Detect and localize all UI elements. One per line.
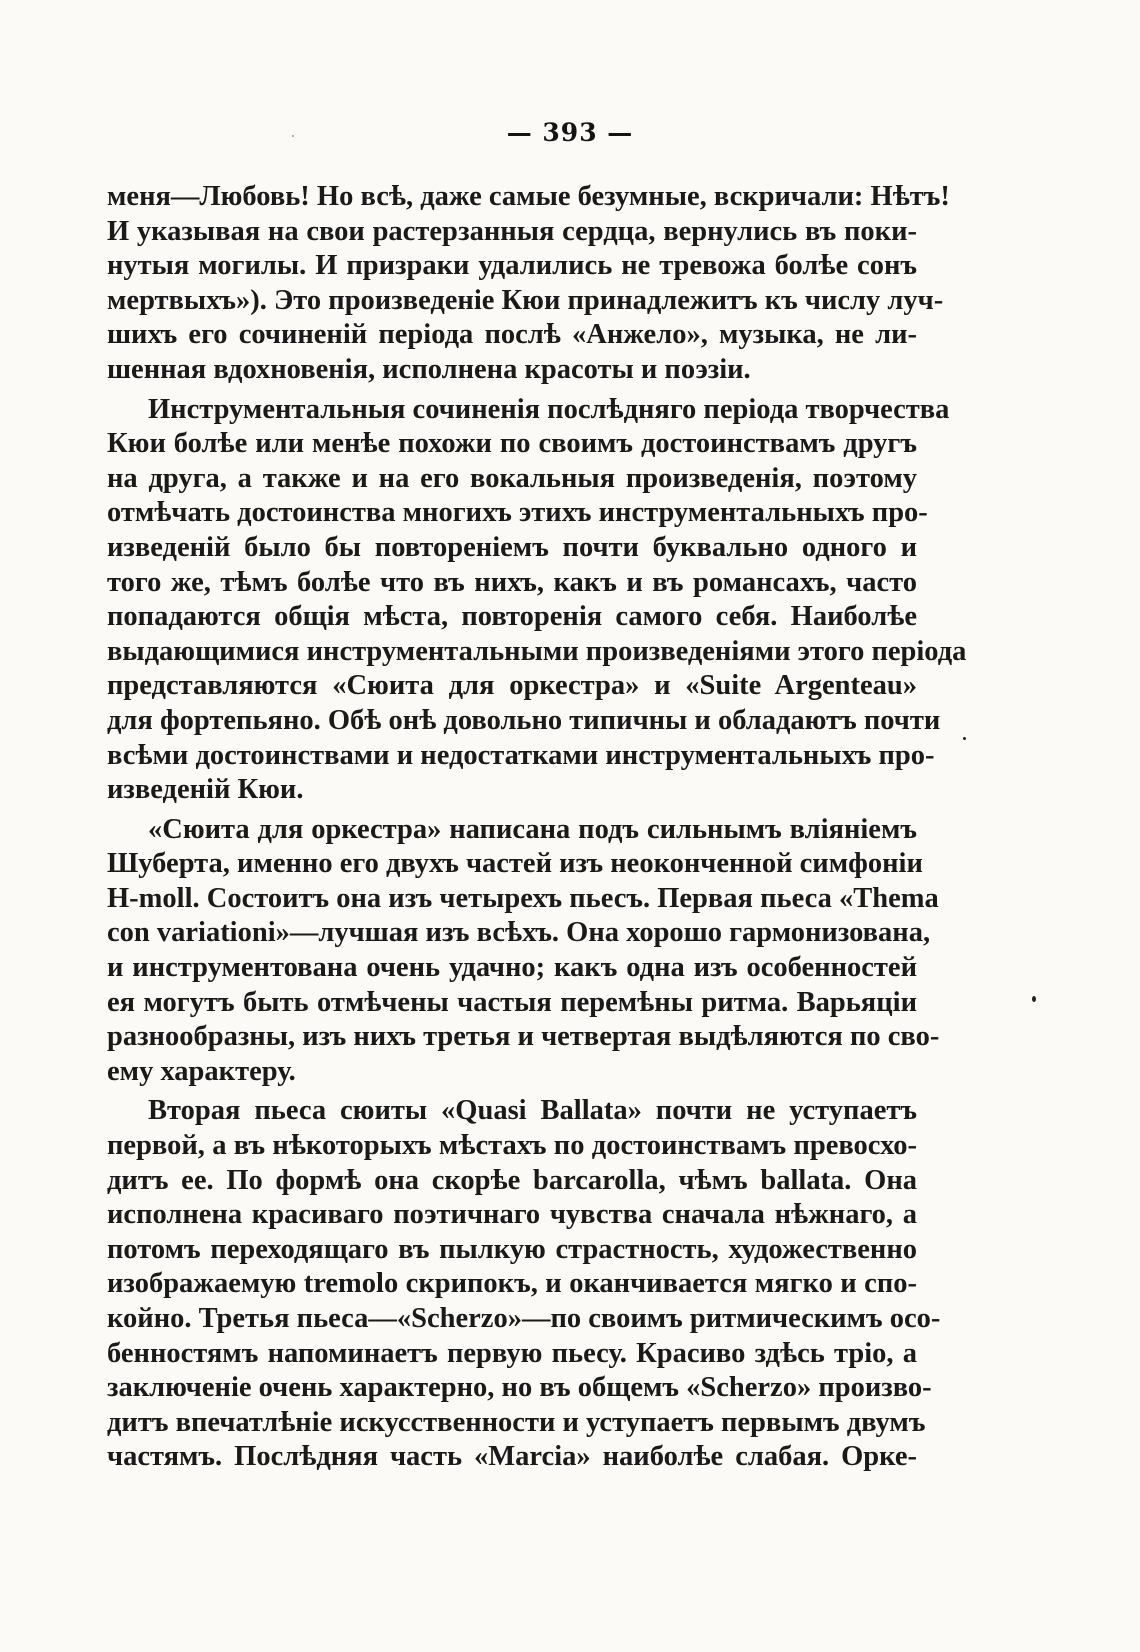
text-line: H-moll. Состоитъ она изъ четырехъ пьесъ. Первая пьеса «Thema [107, 882, 939, 914]
paragraph [107, 393, 967, 808]
text-line: con variationi»—лучшая изъ всѣхъ. Она хорошо гармонизована, [107, 917, 931, 949]
text-line: Вторая пьеса сюиты «Quasi Ballata» почти не уступаетъ [148, 1095, 917, 1127]
text-line: частямъ. Послѣдняя часть «Marcia» наиболѣе слабая. Орке- [107, 1441, 917, 1473]
text-line: попадаются общія мѣста, повторенія самого себя. Наиболѣе [107, 601, 917, 633]
text-line: всѣми достоинствами и недостатками инструментальныхъ про- [107, 739, 935, 771]
text-line: и инструментована очень удачно; какъ одна изъ особенностей [107, 952, 917, 984]
text-line: для фортепьяно. Обѣ онѣ довольно типичны и обладаютъ почти [107, 704, 941, 736]
text-line: Инструментальныя сочиненія послѣдняго періода творчества [148, 393, 950, 425]
text-line: на друга, а также и на его вокальныя произведенія, поэтому [107, 462, 917, 494]
text-line: меня—Любовь! Но всѣ, даже самые безумные, вскричали: Нѣтъ! [107, 181, 950, 212]
text-line: нутыя могилы. И призраки удалились не тревожа болѣе сонъ [107, 250, 917, 282]
text-line: изведеній Кюи. [107, 774, 304, 806]
page-number: — 393 — [506, 118, 634, 147]
body-text [107, 180, 967, 1475]
paragraph [107, 813, 940, 1090]
text-line: шихъ его сочиненій періода послѣ «Анжело», музыка, не ли- [107, 319, 917, 351]
scan-speck [963, 737, 966, 740]
scan-speck [292, 135, 294, 137]
text-line: мертвыхъ»). Это произведеніе Кюи принадлежитъ къ числу луч- [107, 284, 944, 316]
text-line: дитъ впечатлѣніе искусственности и уступаетъ первымъ двумъ [107, 1406, 926, 1438]
text-line: койно. Третья пьеса—«Scherzo»—по своимъ ритмическимъ осо- [107, 1303, 941, 1334]
paragraph [107, 180, 950, 388]
text-line: дитъ ее. По формѣ она скорѣе barcarolla, чѣмъ ballata. Она [107, 1164, 917, 1196]
text-line: потомъ переходящаго въ пылкую страстность, художественно [107, 1233, 917, 1265]
text-line: «Сюита для оркестра» написана подъ сильнымъ вліяніемъ [148, 813, 917, 845]
text-line: И указывая на свои растерзанныя сердца, вернулись въ поки- [107, 215, 917, 247]
text-line: изображаемую tremolo скрипокъ, и оканчивается мягко и спо- [107, 1268, 917, 1300]
text-line: выдающимися инструментальными произведеніями этого періода [107, 635, 967, 667]
text-line: представляются «Сюита для оркестра» и «Suite Argenteau» [107, 670, 917, 702]
text-line: бенностямъ напоминаетъ первую пьесу. Красиво здѣсь тріо, а [107, 1337, 917, 1369]
text-line: отмѣчать достоинства многихъ этихъ инструментальныхъ про- [107, 497, 928, 529]
text-line: Шуберта, именно его двухъ частей изъ неоконченной симфоніи [107, 848, 923, 880]
text-line: разнообразны, изъ нихъ третья и четвертая выдѣляются по сво- [107, 1021, 940, 1053]
text-line: изведеній было бы повтореніемъ почти буквально одного и [107, 531, 917, 563]
text-line: первой, а въ нѣкоторыхъ мѣстахъ по достоинствамъ превосхо- [107, 1130, 917, 1162]
text-line: ея могутъ быть отмѣчены частыя перемѣны ритма. Варьяціи [107, 986, 917, 1018]
text-line: исполнена красиваго поэтичнаго чувства сначала нѣжнаго, а [107, 1199, 917, 1231]
paragraph [107, 1094, 941, 1475]
text-line: ему характеру. [107, 1055, 296, 1087]
scan-speck [1032, 996, 1036, 1002]
text-line: Кюи болѣе или менѣе похожи по своимъ достоинствамъ другъ [107, 428, 917, 460]
text-line: шенная вдохновенія, исполнена красоты и поэзіи. [107, 353, 751, 385]
text-line: заключеніе очень характерно, но въ общемъ «Scherzo» произво- [107, 1372, 932, 1404]
text-line: того же, тѣмъ болѣе что въ нихъ, какъ и въ романсахъ, часто [107, 566, 917, 598]
